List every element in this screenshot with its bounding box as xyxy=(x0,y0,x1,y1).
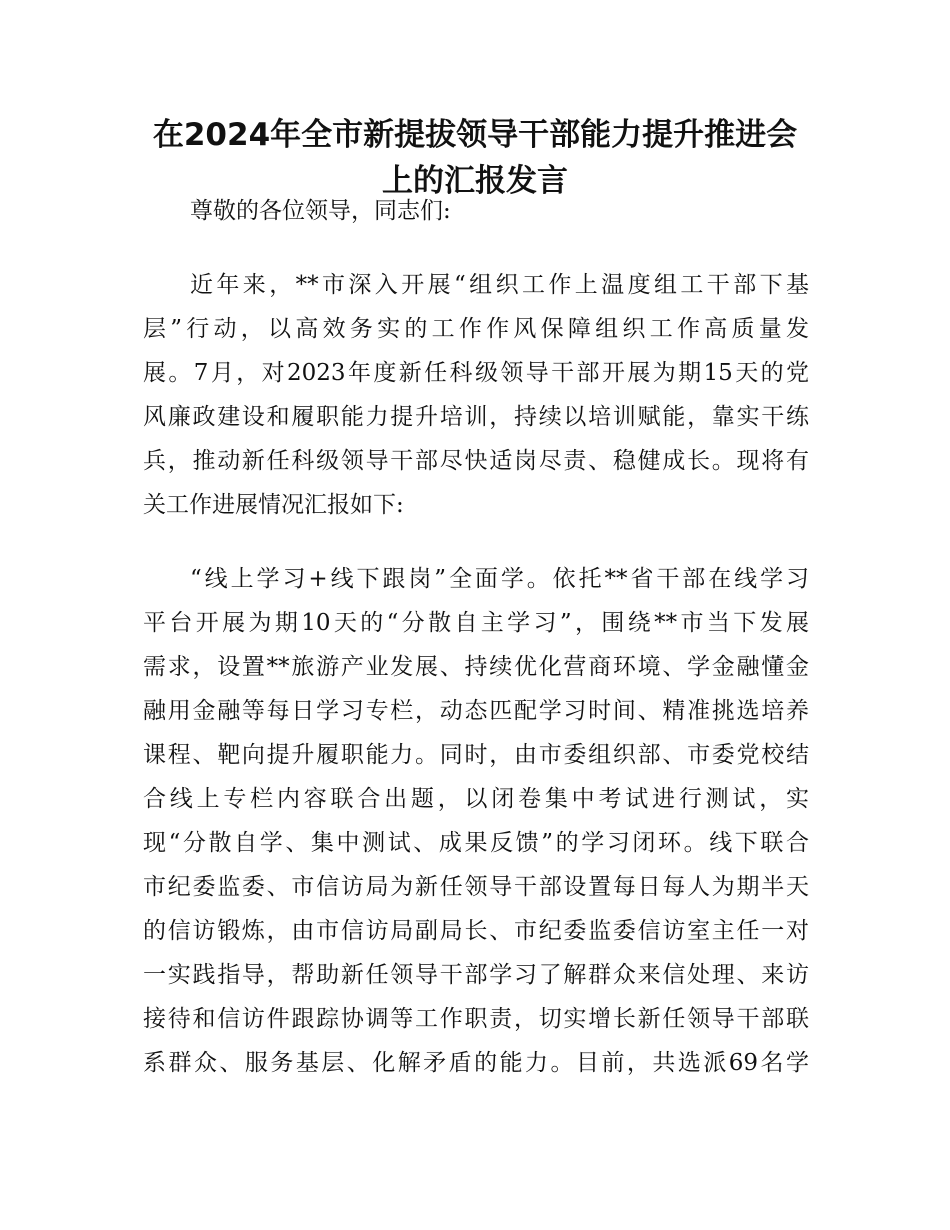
paragraph-2-line-8: 市纪委监委、市信访局为新任领导干部设置每日每人为期半天 xyxy=(143,874,809,900)
paragraph-1-line-4: 风廉政建设和履职能力提升培训，持续以培训赋能，靠实干练 xyxy=(143,404,809,430)
paragraph-1-line-6: 关工作进展情况汇报如下: xyxy=(143,492,404,518)
salutation: 尊敬的各位领导，同志们: xyxy=(190,198,451,224)
paragraph-2-line-3: 需求，设置**旅游产业发展、持续优化营商环境、学金融懂金 xyxy=(143,654,809,680)
paragraph-2-line-7: 现“分散自学、集中测试、成果反馈”的学习闭环。线下联合 xyxy=(143,830,809,856)
paragraph-1-line-5: 兵，推动新任科级领导干部尽快适岗尽责、稳健成长。现将有 xyxy=(143,448,809,474)
paragraph-2-line-9: 的信访锻炼，由市信访局副局长、市纪委监委信访室主任一对 xyxy=(143,918,809,944)
paragraph-2-line-11: 接待和信访件跟踪协调等工作职责，切实增长新任领导干部联 xyxy=(143,1006,809,1032)
paragraph-2-line-10: 一实践指导，帮助新任领导干部学习了解群众来信处理、来访 xyxy=(143,962,809,988)
paragraph-2-line-2: 平台开展为期10天的“分散自主学习”，围绕**市当下发展 xyxy=(143,610,809,636)
paragraph-2-line-1: “线上学习+线下跟岗”全面学。依托**省干部在线学习 xyxy=(190,566,809,592)
paragraph-2-line-6: 合线上专栏内容联合出题，以闭卷集中考试进行测试，实 xyxy=(143,786,809,812)
paragraph-1-line-1: 近年来，**市深入开展“组织工作上温度组工干部下基 xyxy=(190,272,809,298)
paragraph-2-line-5: 课程、靶向提升履职能力。同时，由市委组织部、市委党校结 xyxy=(143,742,809,768)
paragraph-1-line-3: 展。7月，对2023年度新任科级领导干部开展为期15天的党 xyxy=(143,360,809,386)
document-title-line-2: 上的汇报发言 xyxy=(382,163,568,199)
paragraph-2-line-4: 融用金融等每日学习专栏，动态匹配学习时间、精准挑选培养 xyxy=(143,698,809,724)
paragraph-1-line-2: 层”行动，以高效务实的工作作风保障组织工作高质量发 xyxy=(143,316,809,342)
paragraph-2-line-12: 系群众、服务基层、化解矛盾的能力。目前，共选派69名学 xyxy=(143,1050,809,1076)
document-title-line-1: 在2024年全市新提拔领导干部能力提升推进会 xyxy=(152,117,798,153)
